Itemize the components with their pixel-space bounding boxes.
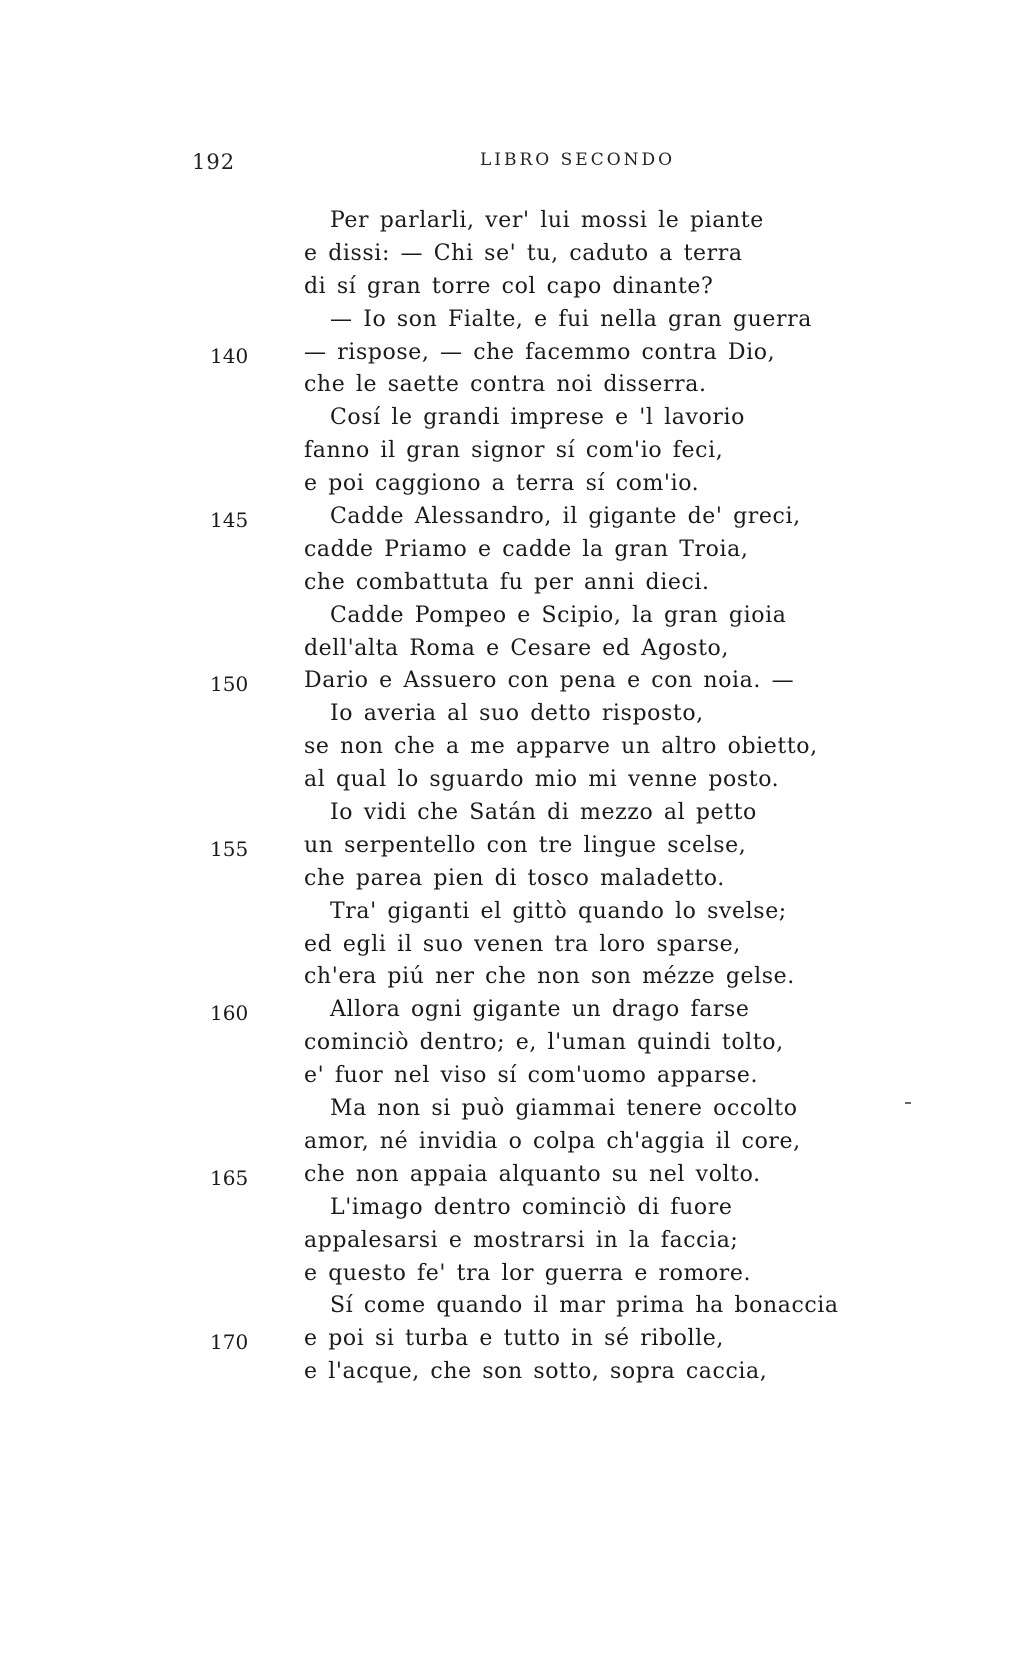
verse-line xyxy=(0,271,1036,304)
verse-text: cominciò dentro; e, l'uman quindi tolto, xyxy=(304,1030,784,1056)
verse-line xyxy=(0,534,1036,567)
verse-text: che parea pien di tosco maladetto. xyxy=(304,865,725,891)
verse-text: cadde Priamo e cadde la gran Troia, xyxy=(304,536,749,562)
verse-text: che non appaia alquanto su nel volto. xyxy=(304,1161,761,1187)
verse-text: L'imago dentro cominciò di fuore xyxy=(330,1194,733,1220)
verse-text: che le saette contra noi disserra. xyxy=(304,372,707,398)
verse-text: e dissi: — Chi se' tu, caduto a terra xyxy=(304,240,743,266)
verse-line xyxy=(0,994,1036,1027)
verse-line xyxy=(0,1027,1036,1060)
verse-line xyxy=(0,961,1036,994)
verse-text: Sí come quando il mar prima ha bonaccia xyxy=(330,1293,839,1319)
verse-line xyxy=(0,468,1036,501)
verse-text: Io averia al suo detto risposto, xyxy=(330,701,704,727)
verse-line xyxy=(0,337,1036,370)
verse-line xyxy=(0,1290,1036,1323)
verse-text: — rispose, — che facemmo contra Dio, xyxy=(304,339,776,365)
verse-text: e poi si turba e tutto in sé ribolle, xyxy=(304,1326,725,1352)
verse-text: amor, né invidia o colpa ch'aggia il core, xyxy=(304,1128,801,1154)
verse-line xyxy=(0,304,1036,337)
verse-text: che combattuta fu per anni dieci. xyxy=(304,569,710,595)
running-head: LIBRO SECONDO xyxy=(480,150,676,170)
verse-line xyxy=(0,435,1036,468)
verse-text: Cadde Pompeo e Scipio, la gran gioia xyxy=(330,602,787,628)
verse-text: Cosí le grandi imprese e 'l lavorio xyxy=(330,405,745,431)
verse-line xyxy=(0,731,1036,764)
verse-line xyxy=(0,567,1036,600)
verse-text: se non che a me apparve un altro obietto, xyxy=(304,734,818,760)
verse-line xyxy=(0,830,1036,863)
print-speck xyxy=(905,1102,911,1104)
verse-block xyxy=(0,205,1036,1389)
line-number: 145 xyxy=(210,508,249,533)
verse-line xyxy=(0,665,1036,698)
verse-line xyxy=(0,698,1036,731)
verse-line xyxy=(0,896,1036,929)
verse-line xyxy=(0,600,1036,633)
verse-text: Per parlarli, ver' lui mossi le piante xyxy=(330,208,764,233)
verse-text: dell'alta Roma e Cesare ed Agosto, xyxy=(304,635,729,661)
verse-text: Tra' giganti el gittò quando lo svelse; xyxy=(330,898,787,924)
verse-line xyxy=(0,1159,1036,1192)
verse-line xyxy=(0,633,1036,666)
verse-text: fanno il gran signor sí com'io feci, xyxy=(304,438,724,464)
verse-text: — Io son Fialte, e fui nella gran guerra xyxy=(330,306,812,332)
verse-line xyxy=(0,1356,1036,1389)
verse-line xyxy=(0,238,1036,271)
verse-line xyxy=(0,402,1036,435)
verse-line xyxy=(0,863,1036,896)
verse-text: Ma non si può giammai tenere occolto xyxy=(330,1096,798,1122)
verse-text: appalesarsi e mostrarsi in la faccia; xyxy=(304,1227,739,1253)
line-number: 155 xyxy=(210,836,249,861)
verse-line xyxy=(0,1258,1036,1291)
verse-text: un serpentello con tre lingue scelse, xyxy=(304,832,747,858)
verse-line xyxy=(0,1093,1036,1126)
verse-line xyxy=(0,369,1036,402)
line-number: 160 xyxy=(210,1001,249,1026)
verse-text: ch'era piú ner che non son mézze gelse. xyxy=(304,964,795,990)
verse-text: e poi caggiono a terra sí com'io. xyxy=(304,471,700,497)
verse-text: al qual lo sguardo mio mi venne posto. xyxy=(304,767,780,793)
verse-line xyxy=(0,929,1036,962)
verse-line xyxy=(0,764,1036,797)
verse-text: di sí gran torre col capo dinante? xyxy=(304,273,714,299)
verse-text: e l'acque, che son sotto, sopra caccia, xyxy=(304,1359,768,1385)
line-number: 165 xyxy=(210,1165,249,1190)
verse-line xyxy=(0,1126,1036,1159)
line-number: 170 xyxy=(210,1330,249,1355)
verse-text: e' fuor nel viso sí com'uomo apparse. xyxy=(304,1063,759,1089)
verse-line xyxy=(0,1192,1036,1225)
page-number: 192 xyxy=(192,150,236,174)
verse-text: Allora ogni gigante un drago farse xyxy=(330,997,750,1023)
line-number: 140 xyxy=(210,343,249,368)
verse-line xyxy=(0,797,1036,830)
verse-line xyxy=(0,501,1036,534)
verse-line xyxy=(0,1060,1036,1093)
line-number: 150 xyxy=(210,672,249,697)
verse-text: Io vidi che Satán di mezzo al petto xyxy=(330,800,757,826)
verse-text: e questo fe' tra lor guerra e romore. xyxy=(304,1260,752,1286)
verse-line xyxy=(0,1323,1036,1356)
verse-text: ed egli il suo venen tra loro sparse, xyxy=(304,931,741,957)
verse-line xyxy=(0,205,1036,238)
verse-text: Dario e Assuero con pena e con noia. — xyxy=(304,668,795,694)
verse-line xyxy=(0,1225,1036,1258)
verse-text: Cadde Alessandro, il gigante de' greci, xyxy=(330,504,801,530)
